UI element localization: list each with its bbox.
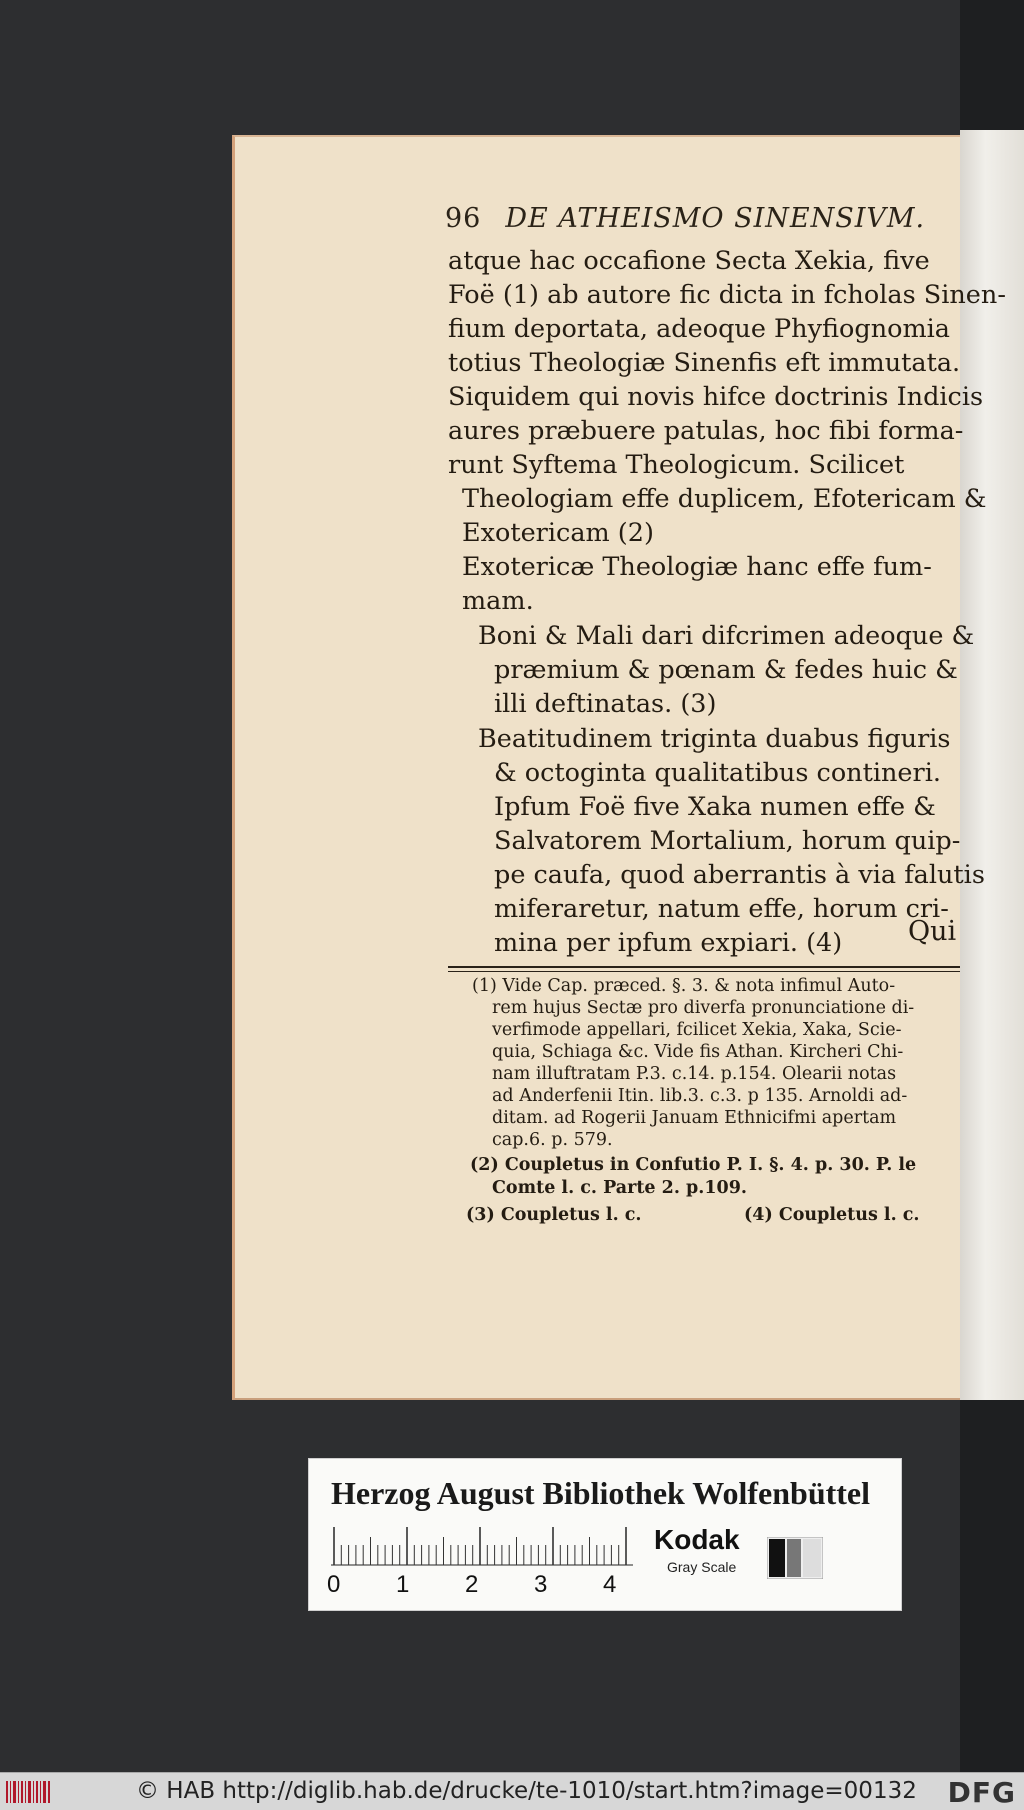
body-line: atque hac occafione Secta Xekia, five [448,246,930,276]
body-line: Foë (1) ab autore fic dicta in fcholas Sinen- [448,280,1006,310]
body-line: & octoginta qualitatibus contineri. [494,758,941,788]
footnote-line: verfimode appellari, fcilicet Xekia, Xaka, Scie- [492,1020,902,1040]
body-line: fium deportata, adeoque Phyfiognomia [448,314,951,344]
page-number: 96 [445,203,482,234]
footnote-line: quia, Schiaga &c. Vide fis Athan. Kircheri Chi- [492,1042,904,1062]
footnote-line: ditam. ad Rogerii Januam Ethnicifmi apertam [492,1108,897,1128]
barcode-icon [6,1781,50,1803]
ruler-label: 0 [327,1571,341,1598]
dfg-logo: DFG [947,1776,1016,1809]
body-line: mina per ipfum expiari. (4) [494,928,843,958]
body-line: Exotericam (2) [462,518,654,548]
ruler-label: 3 [534,1571,548,1598]
body-line: runt Syftema Theologicum. Scilicet [448,450,905,480]
footer-bar [0,1772,1024,1810]
copyright-url[interactable]: © HAB http://diglib.hab.de/drucke/te-1010/start.htm?image=00132 [136,1778,917,1804]
footnote-line: cap.6. p. 579. [492,1130,613,1150]
kodak-logo: Kodak [654,1524,740,1555]
body-line: miferaretur, natum effe, horum cri- [494,894,949,924]
footnote-line: ad Anderfenii Itin. lib.3. c.3. p 135. Arnoldi ad- [492,1086,908,1106]
body-line: Salvatorem Mortalium, horum quip- [494,826,961,856]
footnote-line: (3) Coupletus l. c. [466,1205,642,1225]
gray-scale-label: Gray Scale [667,1559,737,1575]
ruler-label: 1 [396,1571,410,1598]
color-calibration-card [308,1458,902,1611]
body-line: pe caufa, quod aberrantis à via falutis [494,860,985,890]
running-head [445,203,925,234]
ruler-label: 4 [603,1571,617,1598]
body-line: Boni & Mali dari difcrimen adeoque & [478,621,975,651]
facing-page-edge [960,130,1024,1400]
body-line: Exotericæ Theologiæ hanc effe fum- [462,552,932,582]
body-line: Ipfum Foë five Xaka numen effe & [494,792,936,822]
body-line: aures præbuere patulas, hoc fibi forma- [448,416,964,446]
ruler-label: 2 [465,1571,479,1598]
footnote-line: (2) Coupletus in Confutio P. I. §. 4. p. 30. P. le [470,1155,917,1175]
footnote-line: (4) Coupletus l. c. [744,1205,920,1225]
body-line: mam. [462,586,534,616]
footnote-line: Comte l. c. Parte 2. p.109. [492,1178,747,1198]
footnote-line: rem hujus Sectæ pro diverfa pronunciatione di- [492,998,915,1018]
catchword: Qui [908,916,957,947]
body-line: Siquidem qui novis hifce doctrinis Indicis [448,382,984,412]
body-line: totius Theologiæ Sinenfis eft immutata. [448,348,961,378]
gray-scale-patch-icon [767,1537,823,1579]
running-title: DE ATHEISMO SINENSIVM. [505,203,926,234]
body-line: Theologiam effe duplicem, Efotericam & [462,484,987,514]
footnote-rule [448,966,960,968]
ruler-scale [331,1527,633,1567]
body-line: præmium & pœnam & fedes huic & [494,655,958,685]
footnote-line: nam illuftratam P.3. c.14. p.154. Olearii notas [492,1064,897,1084]
body-line: Beatitudinem triginta duabus figuris [478,724,951,754]
footnote-rule-thin [448,971,960,972]
library-name: Herzog August Bibliothek Wolfenbüttel [331,1475,871,1511]
footnote-line: (1) Vide Cap. præced. §. 3. & nota infimul Auto- [472,976,896,996]
body-line: illi deftinatas. (3) [494,689,717,719]
